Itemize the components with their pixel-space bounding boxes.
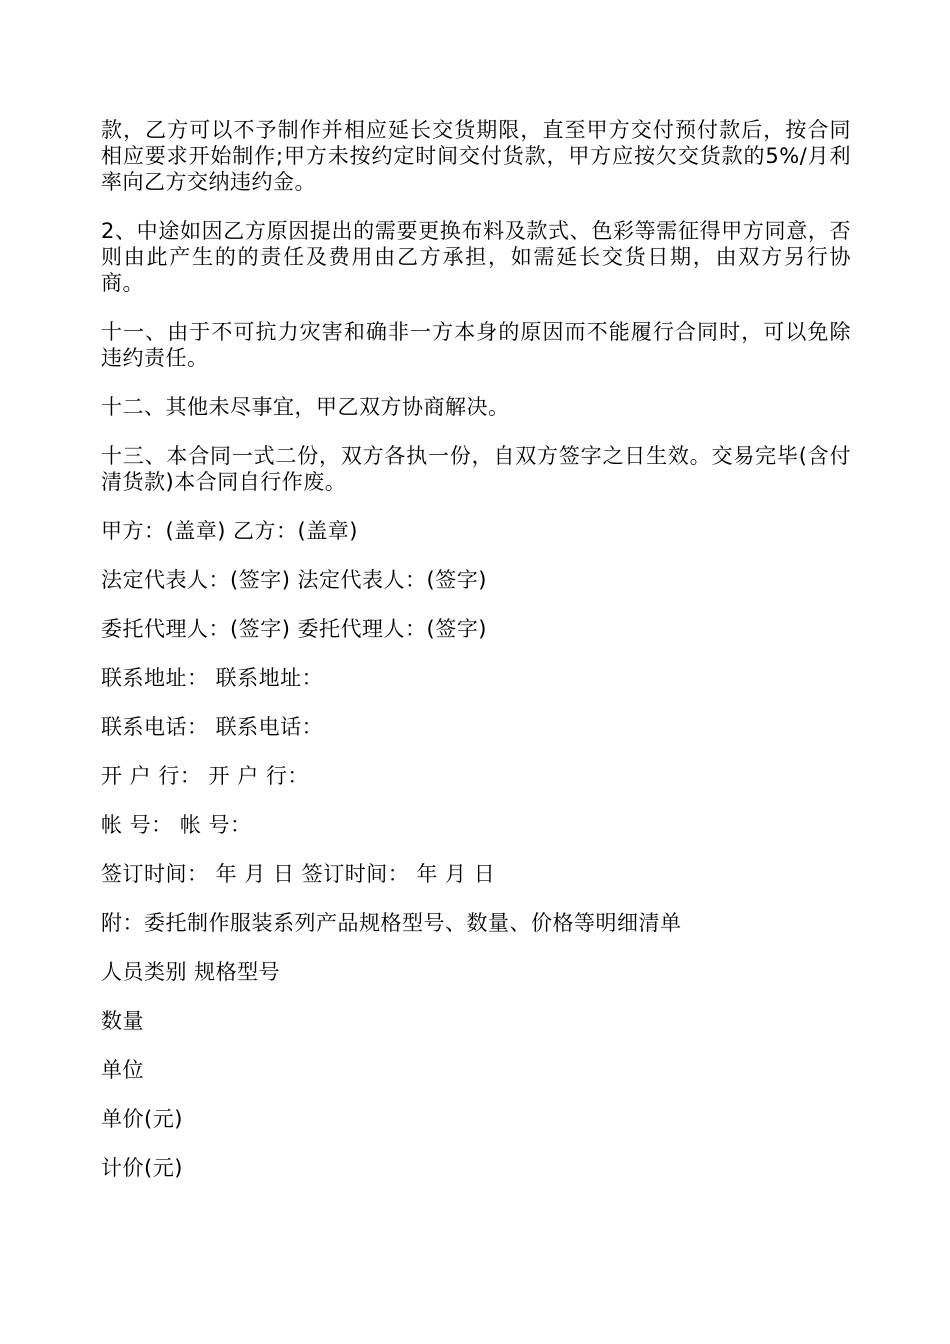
paragraph-material-change: 2、中途如因乙方原因提出的需要更换布料及款式、色彩等需征得甲方同意，否则由此产生的的责任及费用由乙方承担，如需延长交货日期，由双方另行协商。 (101, 219, 851, 295)
signature-agent-line: 委托代理人：(签字) 委托代理人：(签字) (101, 617, 487, 641)
document-body (101, 117, 851, 1204)
bank-line: 开 户 行： 开 户 行： (101, 764, 309, 788)
table-header-total-price: 计价(元) (101, 1156, 183, 1180)
table-header-quantity: 数量 (101, 1009, 144, 1033)
table-header-unit: 单位 (101, 1058, 144, 1082)
signature-legal-rep-line: 法定代表人：(签字) 法定代表人：(签字) (101, 568, 487, 592)
paragraph-payment-terms: 款，乙方可以不予制作并相应延长交货期限，直至甲方交付预付款后，按合同相应要求开始制作;甲方未按约定时间交付货款，甲方应按欠交货款的5%/月利率向乙方交纳违约金。 (101, 118, 851, 194)
contact-address-line: 联系地址： 联系地址： (101, 666, 324, 690)
sign-date-line: 签订时间： 年 月 日 签订时间： 年 月 日 (101, 862, 496, 886)
paragraph-force-majeure: 十一、由于不可抗力灾害和确非一方本身的原因而不能履行合同时，可以免除违约责任。 (101, 320, 851, 370)
table-header-unit-price: 单价(元) (101, 1107, 183, 1131)
attachment-title: 附：委托制作服装系列产品规格型号、数量、价格等明细清单 (101, 911, 682, 935)
account-line: 帐 号： 帐 号： (101, 813, 252, 837)
paragraph-other-matters: 十二、其他未尽事宜，甲乙双方协商解决。 (101, 395, 510, 419)
paragraph-contract-copies: 十三、本合同一式二份，双方各执一份，自双方签字之日生效。交易完毕(含付清货款)本合同自行作废。 (101, 444, 851, 494)
signature-seal-line: 甲方：(盖章) 乙方：(盖章) (101, 519, 358, 543)
contact-phone-line: 联系电话： 联系电话： (101, 715, 324, 739)
table-header-category-spec: 人员类别 规格型号 (101, 960, 281, 984)
